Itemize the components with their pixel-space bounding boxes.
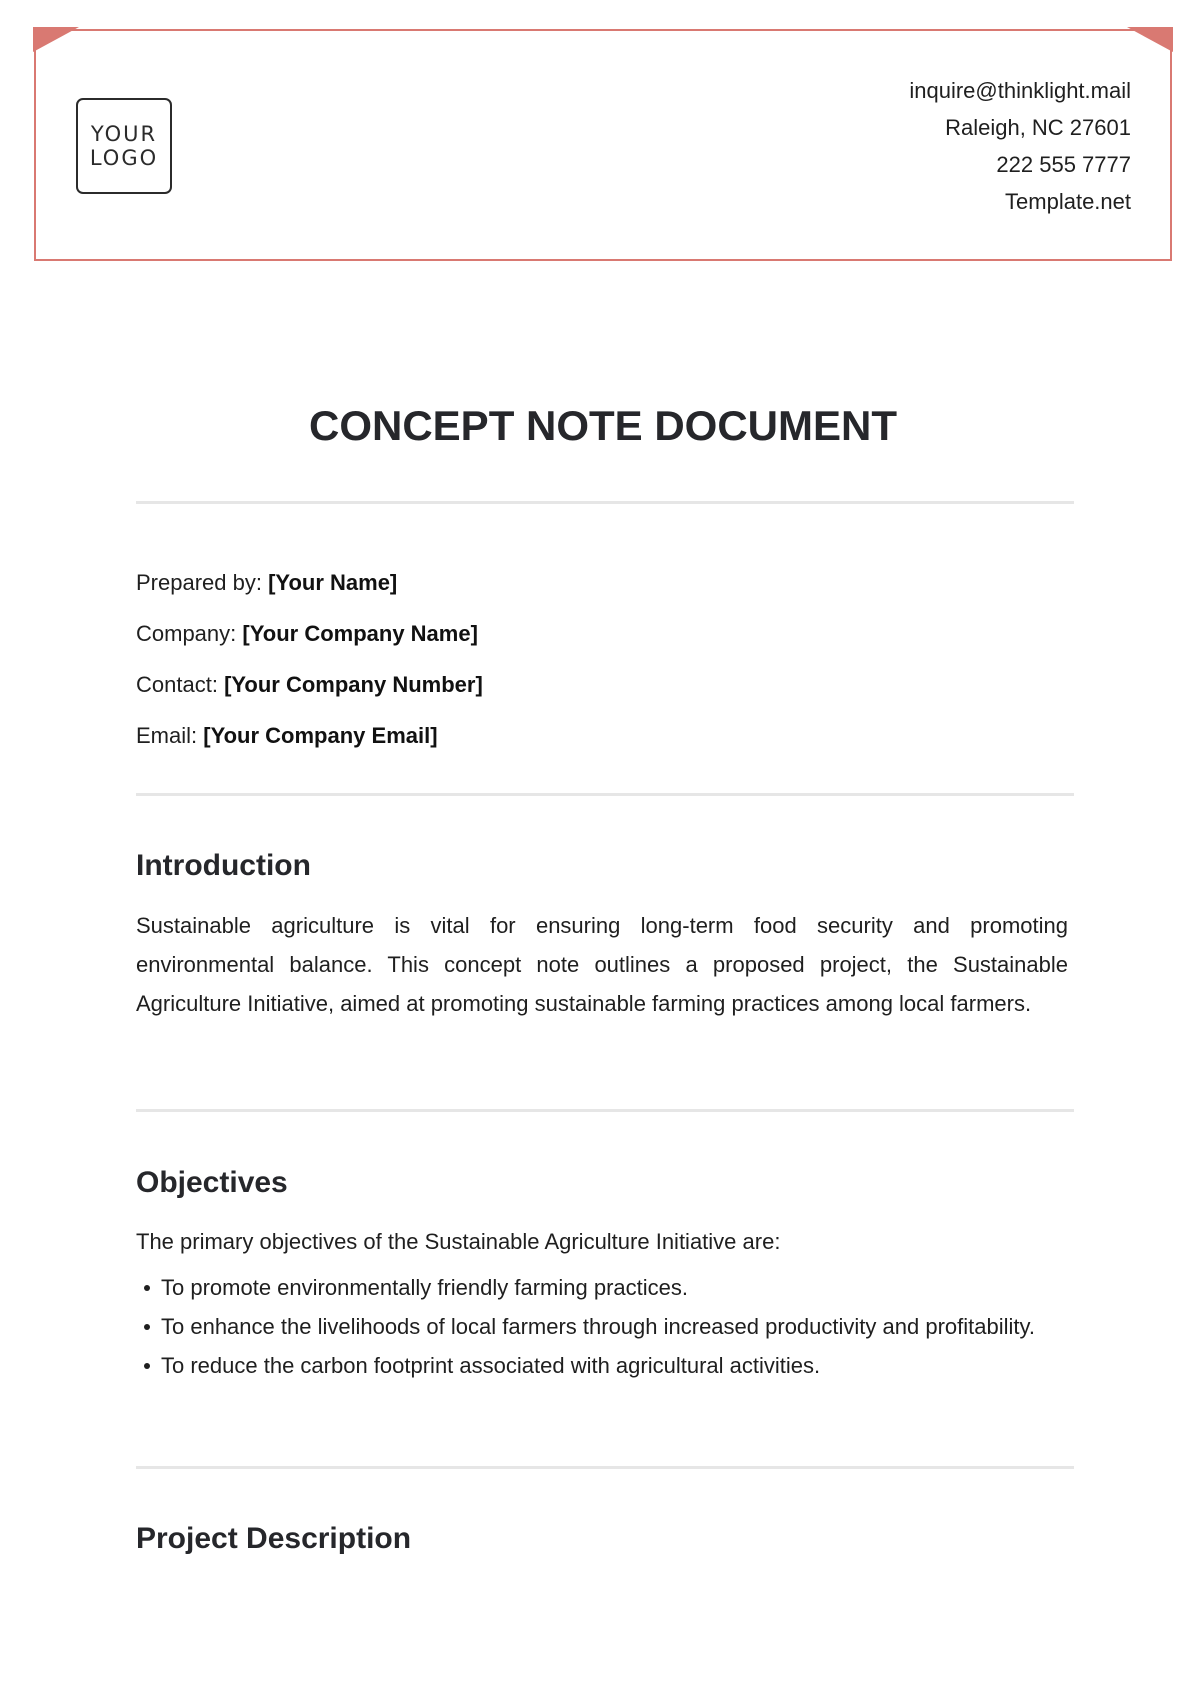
meta-company-label: Company: (136, 621, 237, 646)
objectives-intro: The primary objectives of the Sustainable Agriculture Initiative are: (136, 1229, 781, 1254)
contact-address: Raleigh, NC 27601 (945, 115, 1131, 140)
logo-text-line-1: YOUR (90, 122, 158, 146)
meta-email-value: [Your Company Email] (203, 723, 438, 748)
objectives-list (136, 1268, 1044, 1385)
meta-prepared-by-label: Prepared by: (136, 570, 262, 595)
list-item: To reduce the carbon footprint associated with agricultural activities. (136, 1346, 1044, 1385)
meta-email-label: Email: (136, 723, 198, 748)
contact-email: inquire@thinklight.mail (909, 78, 1131, 103)
introduction-heading: Introduction (136, 849, 311, 882)
company-logo (76, 98, 172, 194)
list-item: To enhance the livelihoods of local farmers through increased productivity and profitability. (136, 1307, 1044, 1346)
corner-decoration-left (33, 27, 79, 52)
meta-prepared-by (136, 557, 483, 608)
objectives-heading: Objectives (136, 1166, 288, 1199)
meta-contact-value: [Your Company Number] (224, 672, 483, 697)
introduction-body: Sustainable agriculture is vital for ensuring long-term food security and promoting environmental balance. This concept note outlines a proposed project, the Sustainable Agriculture Initiative, aimed at promoting sustainable farming practices among local farmers. (136, 913, 1068, 1016)
meta-prepared-by-value: [Your Name] (268, 570, 398, 595)
document-title: CONCEPT NOTE DOCUMENT (309, 402, 897, 449)
contact-phone: 222 555 7777 (996, 152, 1131, 177)
contact-website: Template.net (1005, 189, 1131, 214)
divider-title (136, 501, 1074, 504)
meta-contact (136, 659, 483, 710)
contact-block (909, 72, 1131, 220)
meta-email (136, 710, 483, 761)
list-item: To promote environmentally friendly farming practices. (136, 1268, 1044, 1307)
divider-introduction (136, 1109, 1074, 1112)
corner-decoration-right (1127, 27, 1173, 52)
divider-objectives (136, 1466, 1074, 1469)
logo-text-line-2: LOGO (89, 146, 159, 170)
meta-company-value: [Your Company Name] (242, 621, 478, 646)
document-meta (136, 557, 483, 761)
meta-contact-label: Contact: (136, 672, 218, 697)
divider-meta (136, 793, 1074, 796)
project-description-heading: Project Description (136, 1522, 412, 1555)
meta-company (136, 608, 483, 659)
